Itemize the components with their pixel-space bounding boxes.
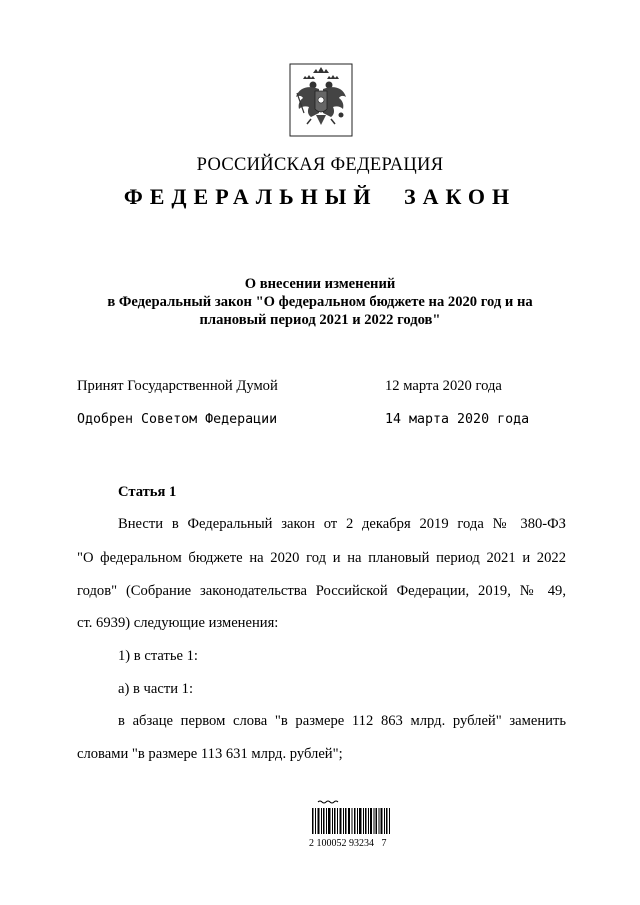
article-text-line: 1) в статье 1: [118, 648, 198, 664]
coat-of-arms-emblem [289, 63, 353, 137]
law-title-line: в Федеральный закон "О федеральном бюджете на 2020 год и на [107, 294, 533, 310]
article-text-line: словами "в размере 113 631 млрд. рублей"; [77, 746, 343, 762]
article-text-line: а) в части 1: [118, 681, 194, 697]
document-type: ФЕДЕРАЛЬНЫЙ ЗАКОН [123, 184, 517, 209]
article-text-line: ст. 6939) следующие изменения: [77, 615, 279, 631]
law-title-line: плановый период 2021 и 2022 годов" [199, 312, 441, 328]
article-text-line: годов" (Собрание законодательства Российской Федерации, 2019, № 49, [77, 583, 566, 599]
adoption-date: 14 марта 2020 года [385, 412, 530, 427]
article-text-line: "О федеральном бюджете на 2020 год и на плановый период 2021 и 2022 [77, 550, 566, 566]
country-name: РОССИЙСКАЯ ФЕДЕРАЦИЯ [196, 155, 444, 175]
article-heading: Статья 1 [118, 484, 177, 500]
law-title [90, 275, 550, 329]
adoption-date: 12 марта 2020 года [385, 378, 502, 394]
article-text-line: в абзаце первом слова "в размере 112 863 млрд. рублей" заменить [118, 713, 566, 729]
adoption-label: Принят Государственной Думой [77, 378, 278, 394]
adoption-label: Одобрен Советом Федерации [77, 412, 278, 427]
article-text-line: Внести в Федеральный закон от 2 декабря 2019 года № 380-ФЗ [118, 516, 566, 532]
barcode-number: 2 100052 93234 7 [309, 838, 387, 849]
law-title-line: О внесении изменений [244, 276, 396, 292]
